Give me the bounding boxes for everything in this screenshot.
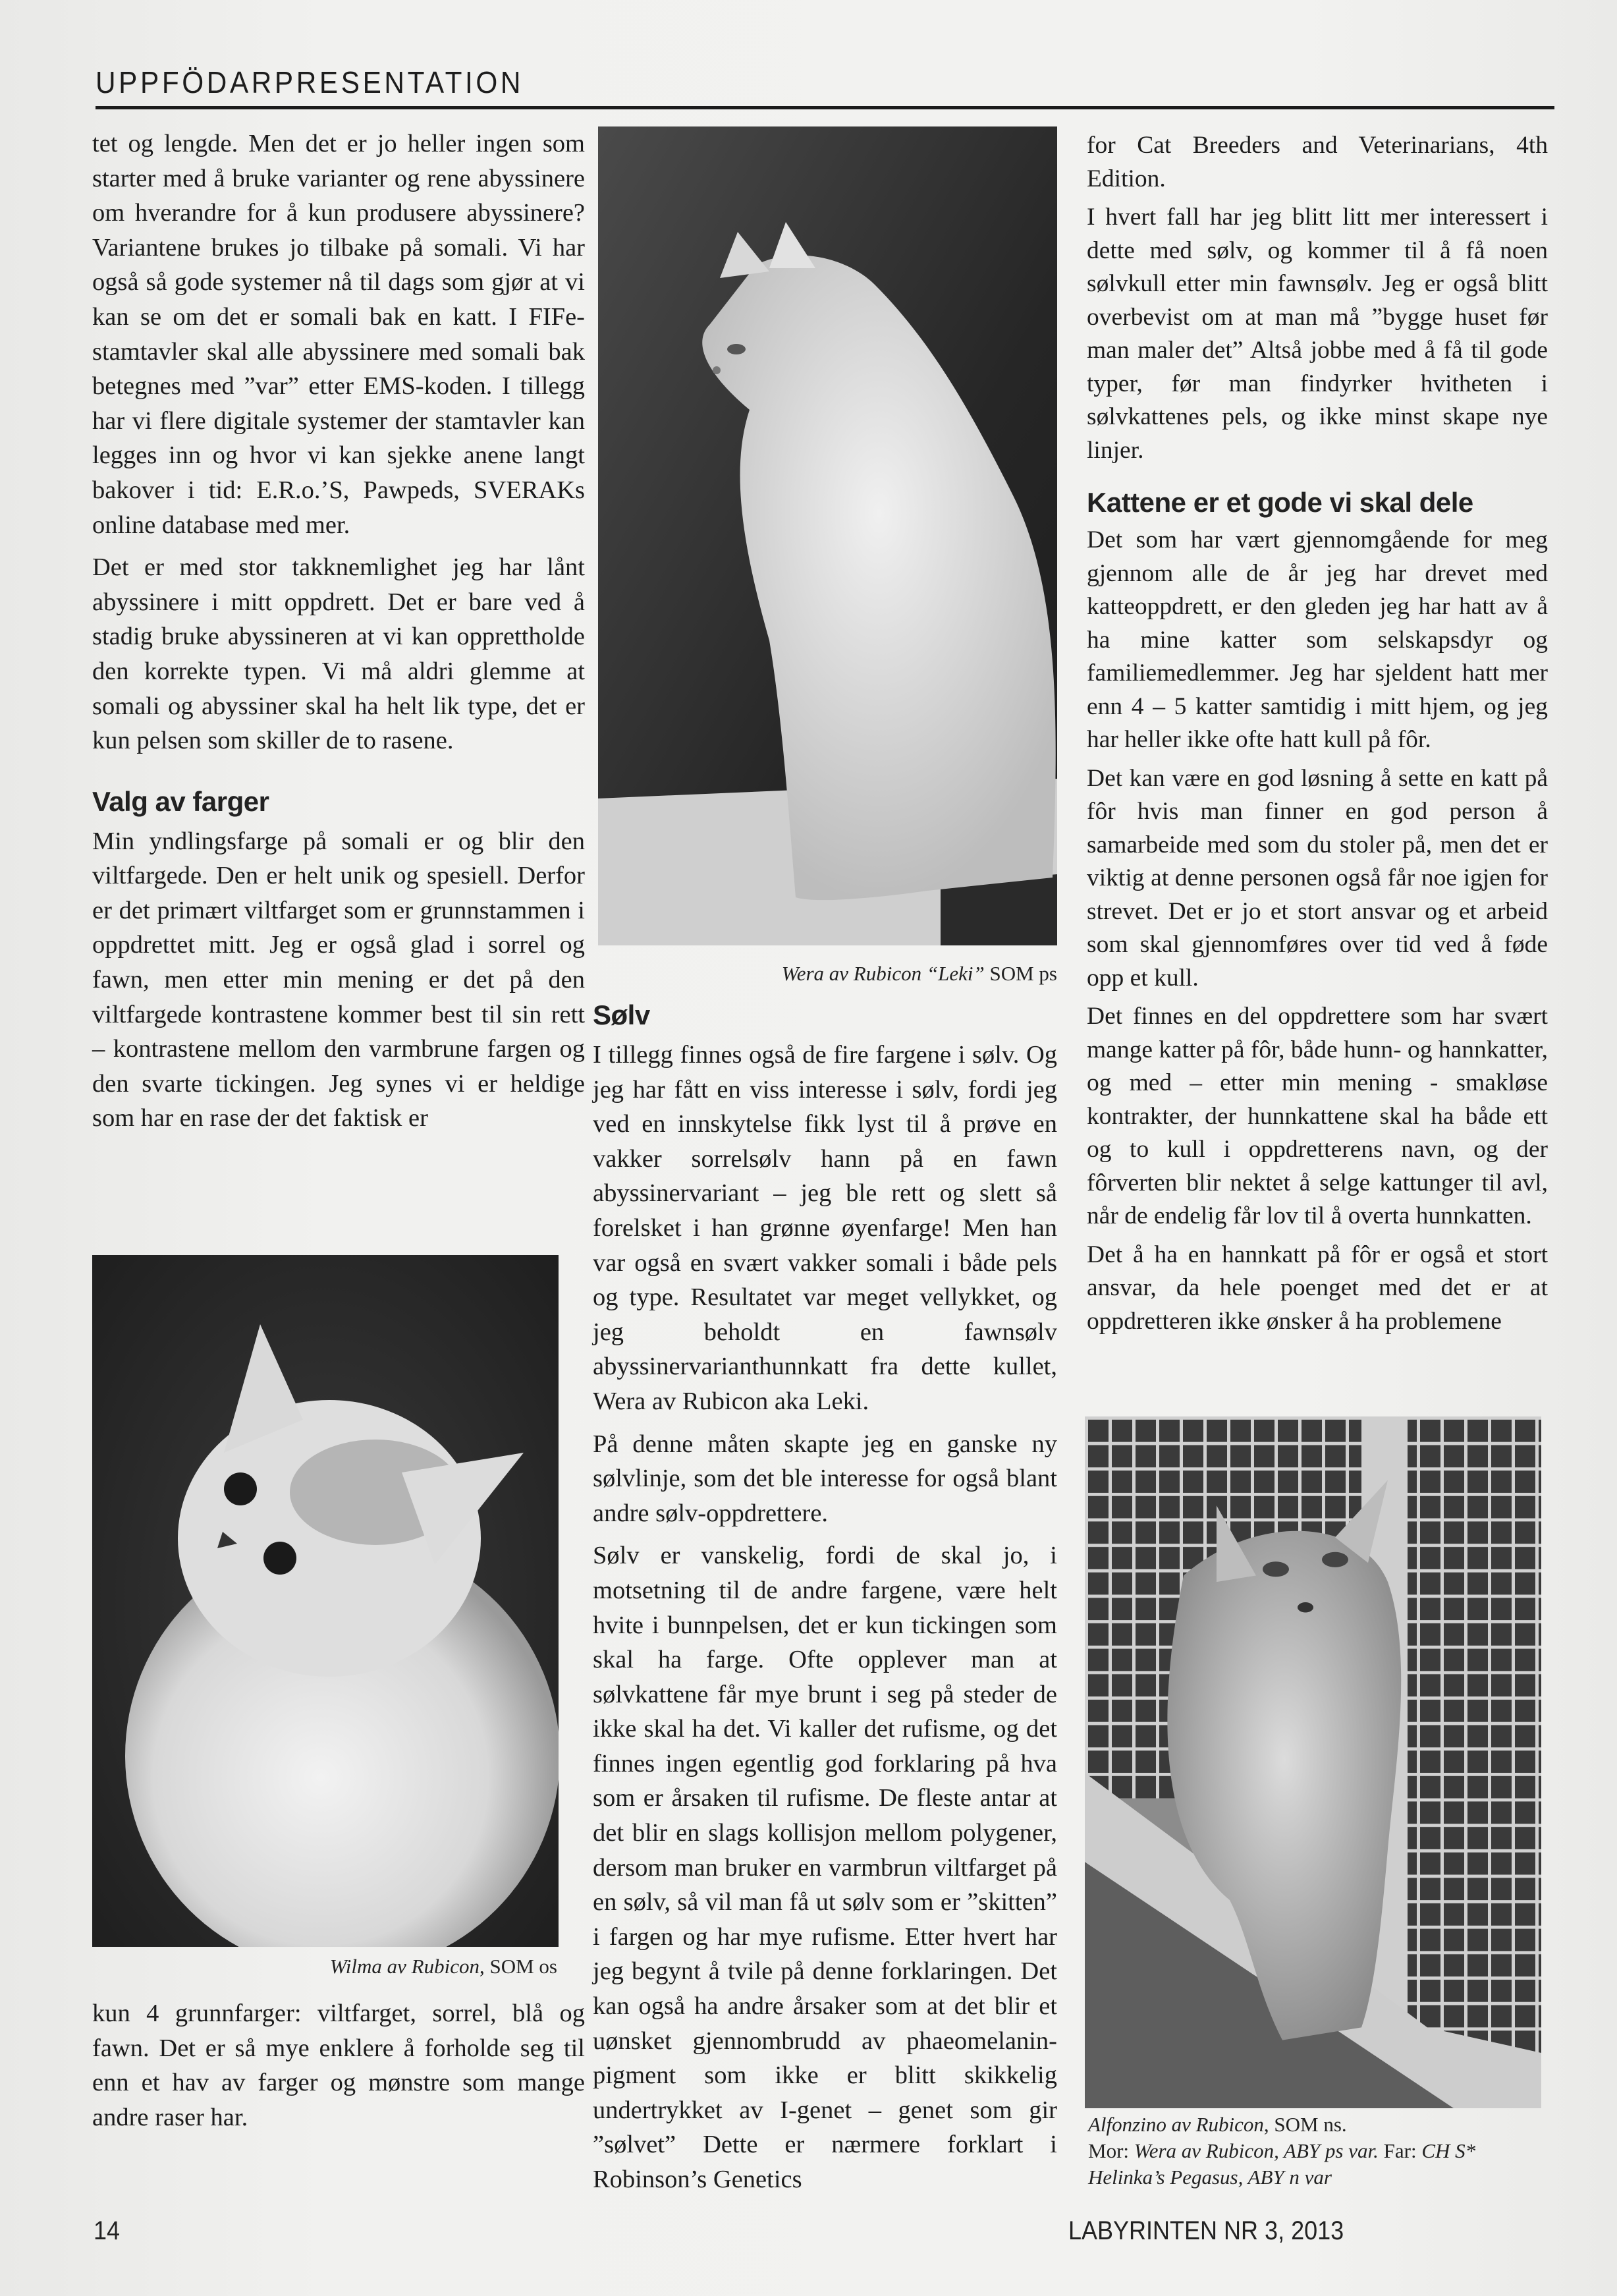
paragraph: Det som har vært gjennomgående for meg gjennom alle de år jeg har drevet med katteoppdrett, er den gleden jeg har hatt av å ha mine katter som selskapsdyr og familiemedlemmer. Jeg har sjeldent hatt mer enn 4 – 5 katter samtidig i mitt hjem, og jeg har heller ikke ofte hatt kull på fôr. — [1087, 526, 1548, 753]
caption-cat-name: Alfonzino av Rubicon — [1088, 2113, 1264, 2136]
caption-breed-code: SOM ps — [984, 962, 1057, 985]
column-3 — [1087, 129, 1548, 1343]
cat-in-cage-photo-illustration — [1085, 1416, 1541, 2108]
kitten-photo-illustration — [92, 1255, 559, 1947]
paragraph: Det er med stor takknemlighet jeg har lånt abyssinere i mitt oppdrett. Det er bare ved å stadig bruke abyssineren at vi kan opprettholde den korrekte typen. Vi må aldri glemme at somali og abyssiner skal ha helt lik type, det er kun pelsen som skiller de to rasene. — [92, 553, 585, 755]
magazine-issue: LABYRINTEN NR 3, 2013 — [1068, 2216, 1344, 2245]
paragraph: Det kan være en god løsning å sette en katt på fôr hvis man finner en god person å samarbeide med som du stoler på, men det er viktig at denne personen også får noe igjen for strevet. Det er jo et stort ansvar og et arbeid som skal gjennomføres over tid ved å føde opp et kull. — [1087, 764, 1548, 992]
paragraph: I tillegg finnes også de fire fargene i sølv. Og jeg har fått en viss interesse i sølv, fordi jeg ved en innskytelse fikk lyst til å prøve en vakker sorrelsølv hann på en fawn abyssinervariant – jeg ble rett og slett så forelsket i han grønne øyenfarge! Men han var også en svært vakker somali i både pels og type. Resultatet var meget vellykket, og jeg beholdt en fawnsølv abyssinervarianthunnkatt fra dette kullet, Wera av Rubicon aka Leki. — [593, 1041, 1057, 1415]
page-number: 14 — [94, 2216, 121, 2245]
caption-parents-line — [1088, 2138, 1549, 2191]
caption-breed-code: , SOM os — [479, 1955, 557, 1978]
father-name: CH S* Helinka’s Pegasus, ABY n var — [1088, 2139, 1476, 2189]
caption-cat-name: Wera av Rubicon “Leki” — [781, 962, 985, 985]
paragraph: Sølv er vanskelig, fordi de skal jo, i motsetning til de andre fargene, være helt hvite i bunnpelsen, det er kun tickingen som skal ha farge. Ofte opplever man at sølvkattene får mye brunt i seg på steder de ikke skal ha det. Vi kaller det rufisme, og det finnes ingen egentlig god forklaring på hva som er årsaken til rufisme. De fleste antar at det blir en slags kollisjon mellom polygener, dersom man bruker en varmbrun viltfarget på en sølv, så vil man få ut sølv som er ”skitten” i fargen og har mye rufisme. Etter hvert har jeg begynt å tvile på denne forklaringen. Det kan også ha andre årsaker som at det blir et uønsket gjennombrudd av phaeomelanin-pigment som ikke er blitt skikkelig undertrykket av I-genet – genet som gir ”sølvet” Dette er nærmere forklart i Robinson’s Genetics — [593, 1542, 1057, 2193]
subheading-valg-av-farger: Valg av farger — [92, 785, 269, 817]
father-label: Far: — [1378, 2139, 1422, 2162]
caption-breed-code: , SOM ns. — [1263, 2113, 1347, 2136]
paragraph: Min yndlingsfarge på somali er og blir den viltfargede. Den er helt unik og spesiell. Derfor er det primært viltfarget som er grunnstammen i oppdrettet mitt. Jeg er også glad i sorrel og fawn, men etter min mening er det på den viltfargede kontrastene kommer best til sin rett – kontrastene mellom den varmbrune fargen og den svarte tickingen. Jeg synes vi er heldige som har en rase der det faktisk er — [92, 827, 585, 1133]
photo-alfonzino-cat — [1085, 1416, 1541, 2108]
caption-alfonzino — [1088, 2112, 1549, 2191]
section-label: UPPFÖDARPRESENTATION — [96, 65, 524, 99]
header-rule — [96, 106, 1554, 109]
cat-photo-illustration — [598, 126, 1057, 945]
paragraph: Det finnes en del oppdrettere som har svært mange katter på fôr, både hunn- og hannkatter, og med – etter min mening - smakløse kontrakter, der hunnkattene skal ha både ett og to kull i oppdretterens navn, og der fôrverten blir nektet å selge kattunger til avl, når de endelig får lov til å overta hunnkatten. — [1087, 1003, 1548, 1229]
photo-wilma-kitten — [92, 1255, 559, 1947]
column-1-bottom — [92, 1996, 585, 2142]
mother-name: Wera av Rubicon, ABY ps var. — [1134, 2139, 1379, 2162]
subheading-kattene: Kattene er et gode vi skal dele — [1087, 487, 1473, 518]
paragraph: Det å ha en hannkatt på fôr er også et stort ansvar, da hele poenget med det er at oppdretteren ikke ønsker å ha problemene — [1087, 1241, 1548, 1335]
paragraph: kun 4 grunnfarger: viltfarget, sorrel, blå og fawn. Det er så mye enklere å forholde seg til enn et hav av farger og mønstre som mange andre raser har. — [92, 2000, 585, 2131]
caption-cat-name: Wilma av Rubicon — [329, 1955, 480, 1978]
subheading-solv: Sølv — [593, 999, 650, 1030]
photo-wera-cat — [598, 126, 1057, 945]
caption-wera — [725, 961, 1057, 987]
caption-title-line — [1088, 2112, 1549, 2138]
column-1-top — [92, 126, 585, 1144]
paragraph: I hvert fall har jeg blitt litt mer interessert i dette med sølv, og kommer til å få noen sølvkull etter min fawnsølv. Jeg er også blitt overbevist om at man må ”bygge huset før man maler det” Altså jobbe med å få til gode typer, før man findyrker hvitheten i sølvkattenes pels, og ikke minst skape nye linjer. — [1087, 204, 1548, 464]
paragraph: På denne måten skapte jeg en ganske ny sølvlinje, som det ble interesse for også blant andre sølv-oppdrettere. — [593, 1430, 1057, 1527]
column-2 — [593, 998, 1057, 2205]
caption-wilma — [307, 1953, 557, 1980]
paragraph: for Cat Breeders and Veterinarians, 4th Edition. — [1087, 132, 1548, 192]
mother-label: Mor: — [1088, 2139, 1134, 2162]
paragraph: tet og lengde. Men det er jo heller ingen som starter med å bruke varianter og rene abyssinere om hverandre for å kun produsere abyssinere? Variantene brukes jo tilbake på somali. Vi har også så gode systemer nå til dags som gjør at vi kan se om det er somali bak en katt. I FIFe-stamtavler skal alle abyssinere med somali bak betegnes med ”var” etter EMS-koden. I tillegg har vi flere digitale systemer der stamtavler kan legges inn og hvor vi kan sjekke anene langt bakover i tid: E.R.o.’S, Pawpeds, SVERAKs online database med mer. — [92, 130, 585, 539]
